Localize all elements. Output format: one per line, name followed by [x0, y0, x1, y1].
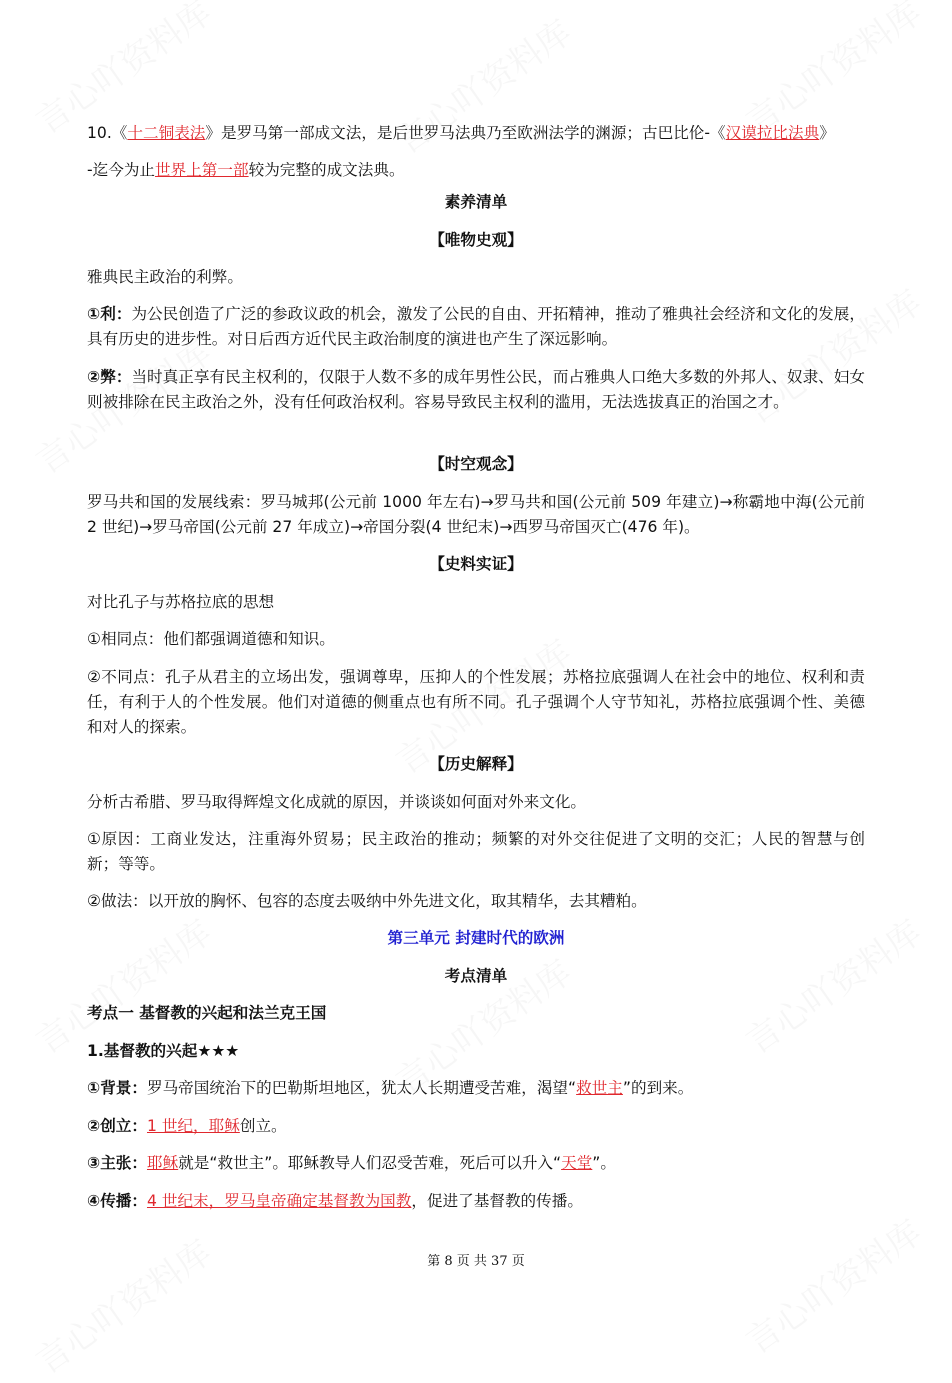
text: 较为完整的成文法典。	[248, 161, 405, 179]
page-footer: 第 8 页 共 37 页	[427, 1254, 525, 1269]
watermark	[734, 1206, 929, 1363]
paragraph: ②不同点：孔子从君主的立场出发，强调尊卑，压抑人的个性发展；苏格拉底强调人在社会中的地位、权利和责任，有利于人的个性发展。他们对道德的侧重点也有所不同。孔子强调个人守节知礼，苏格拉底强调个性、美德和对人的探索。	[87, 668, 865, 736]
highlight: 汉谟拉比法典	[725, 124, 820, 142]
text: -迄今为止	[87, 161, 156, 179]
text: 》是罗马第一部成文法，是后世罗马法典乃至欧洲法学的渊源；古巴比伦-《	[205, 124, 726, 142]
highlight: 救世主	[576, 1079, 623, 1097]
paragraph: 对比孔子与苏格拉底的思想	[87, 593, 275, 611]
paragraph: 罗马共和国的发展线索：罗马城邦(公元前 1000 年左右)→罗马共和国(公元前 509 年建立)→称霸地中海(公元前 2 世纪)→罗马帝国(公元前 27 年成立)→帝国分裂(4 世纪末)→西罗马帝国灭亡(476 年)。	[87, 493, 865, 536]
text: 10.《	[87, 124, 128, 142]
section-title: 考点清单	[444, 967, 508, 985]
label: ①利：	[87, 305, 132, 323]
paragraph-doctrine	[87, 1151, 865, 1176]
text: 当时真正享有民主权利的，仅限于人数不多的成年男性公民，而占雅典人口绝大多数的外邦人、奴隶、妇女则被排除在民主政治之外，没有任何政治权利。容易导致民主权利的滥用，无法选拔真正的治国之才。	[87, 368, 865, 411]
paragraph: ②做法：以开放的胸怀、包容的态度去吸纳中外先进文化，取其精华，去其糟粕。	[87, 892, 647, 910]
paragraph: 雅典民主政治的利弊。	[87, 268, 243, 286]
highlight: 耶稣	[146, 1154, 179, 1172]
subsection-heading: 【时空观念】	[429, 455, 523, 473]
subsection-heading: 【唯物史观】	[429, 231, 523, 249]
label: ②弊：	[87, 368, 132, 386]
paragraph-10	[87, 115, 865, 189]
label: ①背景：	[87, 1079, 147, 1097]
text: ，促进了基督教的传播。	[411, 1192, 583, 1210]
highlight: 4 世纪末，罗马皇帝确定基督教为国教	[146, 1192, 412, 1210]
paragraph: ①相同点：他们都强调道德和知识。	[87, 630, 335, 648]
paragraph-con	[87, 365, 865, 415]
label: ②创立：	[87, 1117, 147, 1135]
text: 就是“救世主”。耶稣教导人们忍受苦难，死后可以升入“	[178, 1154, 562, 1172]
highlight: 世界上第一部	[155, 161, 249, 179]
text: 为公民创造了广泛的参政议政的机会，激发了公民的自由、开拓精神，推动了雅典社会经济和文化的发展，具有历史的进步性。对日后西方近代民主政治制度的演进也产生了深远影响。	[87, 305, 865, 348]
paragraph-founding	[87, 1114, 865, 1139]
text: ”。	[592, 1154, 616, 1172]
label: ③主张：	[87, 1154, 147, 1172]
text: 》	[819, 124, 835, 142]
paragraph-pro	[87, 302, 865, 352]
text: 创立。	[239, 1117, 287, 1135]
highlight: 十二铜表法	[127, 124, 206, 142]
item-heading: 1.基督教的兴起★★★	[87, 1042, 240, 1060]
subsection-heading: 【历史解释】	[429, 755, 523, 773]
topic-heading: 考点一 基督教的兴起和法兰克王国	[87, 1004, 327, 1022]
label: ④传播：	[87, 1192, 147, 1210]
section-title: 素养清单	[444, 193, 508, 211]
paragraph-spread	[87, 1189, 865, 1214]
unit-title: 第三单元 封建时代的欧洲	[387, 929, 565, 947]
paragraph: 分析古希腊、罗马取得辉煌文化成就的原因，并谈谈如何面对外来文化。	[87, 793, 587, 811]
paragraph-background	[87, 1076, 865, 1101]
paragraph: ①原因：工商业发达，注重海外贸易；民主政治的推动；频繁的对外交往促进了文明的交汇；人民的智慧与创新；等等。	[87, 830, 865, 873]
highlight: 1 世纪，耶稣	[146, 1117, 240, 1135]
text: ”的到来。	[622, 1079, 694, 1097]
text: 罗马帝国统治下的巴勒斯坦地区，犹太人长期遭受苦难，渴望“	[146, 1079, 577, 1097]
subsection-heading: 【史料实证】	[429, 555, 523, 573]
highlight: 天堂	[561, 1154, 593, 1172]
